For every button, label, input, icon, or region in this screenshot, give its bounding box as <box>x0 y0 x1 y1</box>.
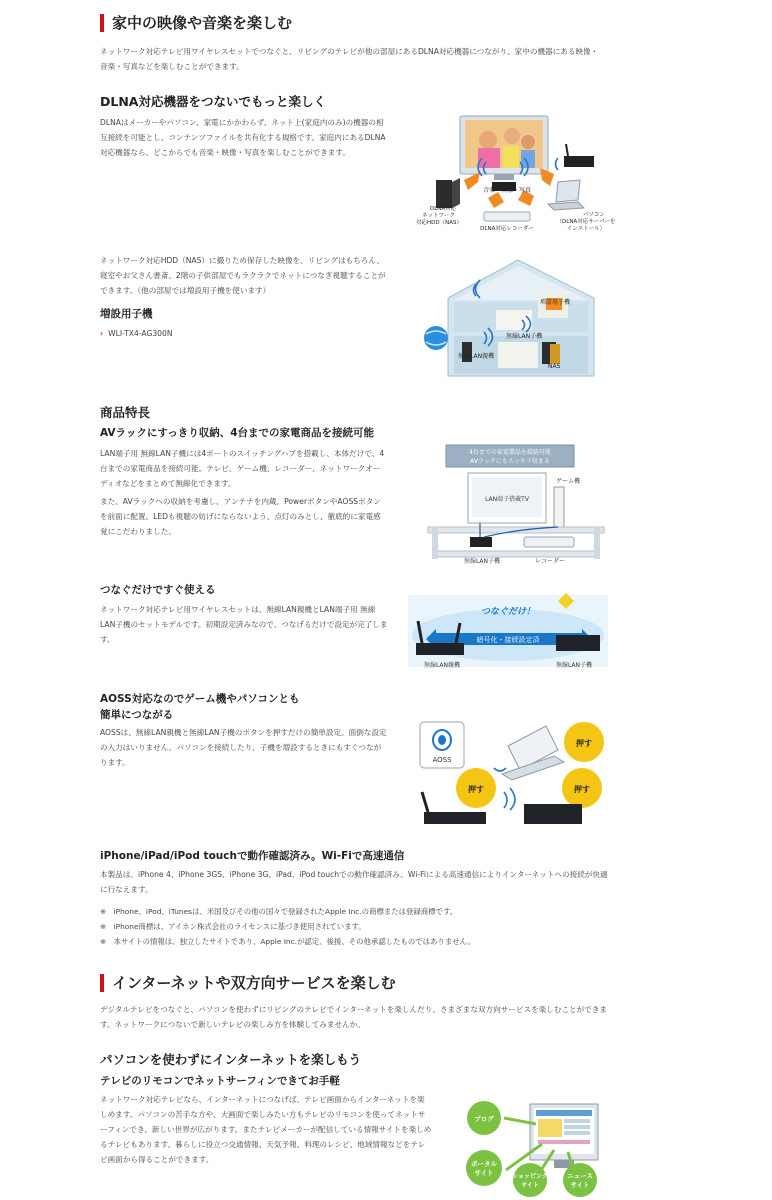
aoss-push-label-pc: 押す <box>576 739 592 748</box>
plug-play-diagram <box>408 595 608 673</box>
extra-unit-link[interactable]: WLI-TX4-AG300N <box>108 329 173 338</box>
house-nas-label: NAS <box>548 363 561 370</box>
feature2-title: つなぐだけですぐ使える <box>100 584 216 596</box>
feature4-note: ※ 本サイトの情報は、独立したサイトであり、Apple Inc.が認定、後援、その他承認したものではありません。 <box>100 937 475 946</box>
plug-parent-label: 無線LAN親機 <box>423 662 461 669</box>
nas-body: ネットワーク対応HDD（NAS）に撮りため保存した映像を、リビングはもちろん、寝室やお父さん書斎、2階の子供部屋でもラクラクでネットにつなぎ視聴することができます。（他の部屋では増設用子機を使います） <box>100 256 386 295</box>
internet-title: パソコンを使わずにインターネットを楽しもう <box>100 1052 362 1067</box>
dlna-nas-label-3: 対応HDD（NAS） <box>416 220 462 226</box>
house-extra-label: 増設用子機 <box>540 299 571 306</box>
aoss-logo-text: AOSS <box>432 756 452 764</box>
dlna-center-label: 音楽・映像・写真 <box>482 187 532 194</box>
internet-portal-label-2: サイト <box>474 1169 494 1177</box>
plug-headline: つなぐだけ！ <box>480 607 536 617</box>
feature3-title-line1: AOSS対応なのでゲーム機やパソコンとも <box>100 693 300 705</box>
extra-unit-link-row[interactable] <box>100 326 173 341</box>
internet-subtitle: テレビのリモコンでネットサーフィンできてお手軽 <box>100 1075 340 1087</box>
feature4-body: 本製品は、iPhone 4、iPhone 3GS、iPhone 3G、iPad、iPod touchでの動作確認済み。Wi-Fiによる高速通信によりインターネットへの接続が快適に行なえます。 <box>100 870 608 894</box>
section-title-internet: インターネットや双方向サービスを楽しむ <box>100 974 396 992</box>
dlna-diagram <box>408 110 616 235</box>
rack-banner-2: AVラックにもスッキリ収まる <box>470 458 550 465</box>
internet-tv-diagram <box>462 1094 606 1198</box>
aoss-push-label-child: 押す <box>574 785 590 794</box>
section-intro: ネットワーク対応テレビ用ワイヤレスセットでつなぐと、リビングのテレビが他の部屋にあるDLNA対応機器につながり、家中の機器にある映像・音楽・写真などを楽しむことができます。 <box>100 47 599 71</box>
house-child-label: 無線LAN子機 <box>506 333 543 340</box>
section-title-home-media: 家中の映像や音楽を楽しむ <box>100 14 292 32</box>
rack-game-label: ゲーム機 <box>556 478 581 485</box>
feature4-notes <box>100 904 608 949</box>
chevron-right-icon: › <box>100 329 104 338</box>
internet-portal-label-1: ポータル <box>471 1160 497 1168</box>
rack-banner-1: 4台までの家電製品を接続可能 <box>469 449 551 456</box>
house-diagram <box>418 252 606 380</box>
feature4-note: ※ iPhone、iPod、iTunesは、米国及びその他の国々で登録されたApple Inc.の商標または登録商標です。 <box>100 907 458 916</box>
internet-body: ネットワーク対応テレビなら、インターネットにつなげば、テレビ画面からインターネットを楽しめます。パソコンの苦手な方や、大画面で楽しみたい方もテレビのリモコンを使ってネットサーフィンでき、新しい世界が広がります。またテレビメーカーが配信している情報サイトを楽しめるテレビもあります。暮らしに役立つ交通情報、天気予報、料理のレシピ、地域情報などをテレビ画面から得ることができます。 <box>100 1095 432 1164</box>
feature1-p1: LAN端子用 無線LAN子機には4ポートのスイッチングハブを搭載し、本体だけで、4台までの家電商品を接続可能。テレビ、ゲーム機、レコーダー、ネットワークオーディオなどをまとめて無線化できます。 <box>100 449 385 488</box>
aoss-diagram <box>414 716 608 830</box>
aoss-push-label-parent: 押す <box>468 785 484 794</box>
feature3-title-line2: 簡単につながる <box>100 709 174 721</box>
rack-recorder-label: レコーダー <box>534 558 566 565</box>
av-rack-diagram <box>428 443 604 565</box>
house-parent-label: 無線LAN親機 <box>458 353 495 360</box>
dlna-pc-label-2: （DLNA対応サーバーを <box>556 219 616 225</box>
dlna-recorder-label: DLNA対応レコーダー <box>480 226 534 232</box>
internet-shopping-label-1: ショッピング <box>512 1173 548 1180</box>
feature3-body: AOSSは、無線LAN親機と無線LAN子機のボタンを押すだけの簡単設定。面倒な設定の入力はいりません。パソコンを接続したり、子機を増設するときにもすぐつながります。 <box>100 728 387 767</box>
features-title: 商品特長 <box>100 405 151 420</box>
feature1-title: AVラックにすっきり収納、4台までの家電商品を接続可能 <box>100 427 375 439</box>
plug-band-label: 暗号化・接続設定済 <box>476 636 540 644</box>
internet-news-label-1: ニュース <box>567 1172 593 1180</box>
feature1-p2: また、AVラックへの収納を考慮し、アンテナを内蔵。PowerボタンやAOSSボタンを前面に配置。LEDも視聴の妨げにならないよう、点灯のみとし、徹底的に家電感覚にこだわりました。 <box>100 497 381 536</box>
internet-blog-label: ブログ <box>474 1115 494 1123</box>
rack-tv-label: LAN端子搭載TV <box>485 496 529 503</box>
feature4-title: iPhone/iPad/iPod touchで動作確認済み。Wi-Fiで高速通信 <box>100 850 405 862</box>
feature2-body: ネットワーク対応テレビ用ワイヤレスセットは、無線LAN親機とLAN端子用 無線LAN子機のセットモデルです。初期設定済みなので、つなげるだけで設定が完了します。 <box>100 605 388 644</box>
feature4-note: ※ iPhone商標は、アイホン株式会社のライセンスに基づき使用されています。 <box>100 922 366 931</box>
dlna-body: DLNAはメーカーやパソコン、家電にかかわらず、ネット上(家庭内のみ)の機器の相互接続を可能とし、コンテンツファイルを共有化する規格です。家庭内にあるDLNA対応機器なら、どこからでも音楽・映像・写真を楽しむことができます。 <box>100 118 386 157</box>
dlna-pc-label-3: インストール） <box>566 226 606 232</box>
plug-child-label: 無線LAN子機 <box>555 662 593 669</box>
feature3-title <box>100 691 300 723</box>
rack-child-label: 無線LAN子機 <box>463 558 501 565</box>
section2-intro: デジタルテレビをつなぐと、パソコンを使わずにリビングのテレビでインターネットを楽しんだり、さまざまな双方向サービスを楽しむことができます。ネットワークにつないで新しいテレビの楽しみ方を体験してみませんか。 <box>100 1005 608 1029</box>
internet-shopping-label-2: サイト <box>521 1182 539 1189</box>
extra-unit-title: 増設用子機 <box>100 308 153 320</box>
internet-news-label-2: サイト <box>570 1181 590 1189</box>
dlna-nas-label-2: ネットワーク <box>422 213 456 219</box>
dlna-pc-label-1: パソコン <box>583 212 605 218</box>
dlna-title: DLNA対応機器をつないでもっと楽しく <box>100 94 326 109</box>
dlna-nas-label-1: DLNA対応 <box>430 206 457 212</box>
